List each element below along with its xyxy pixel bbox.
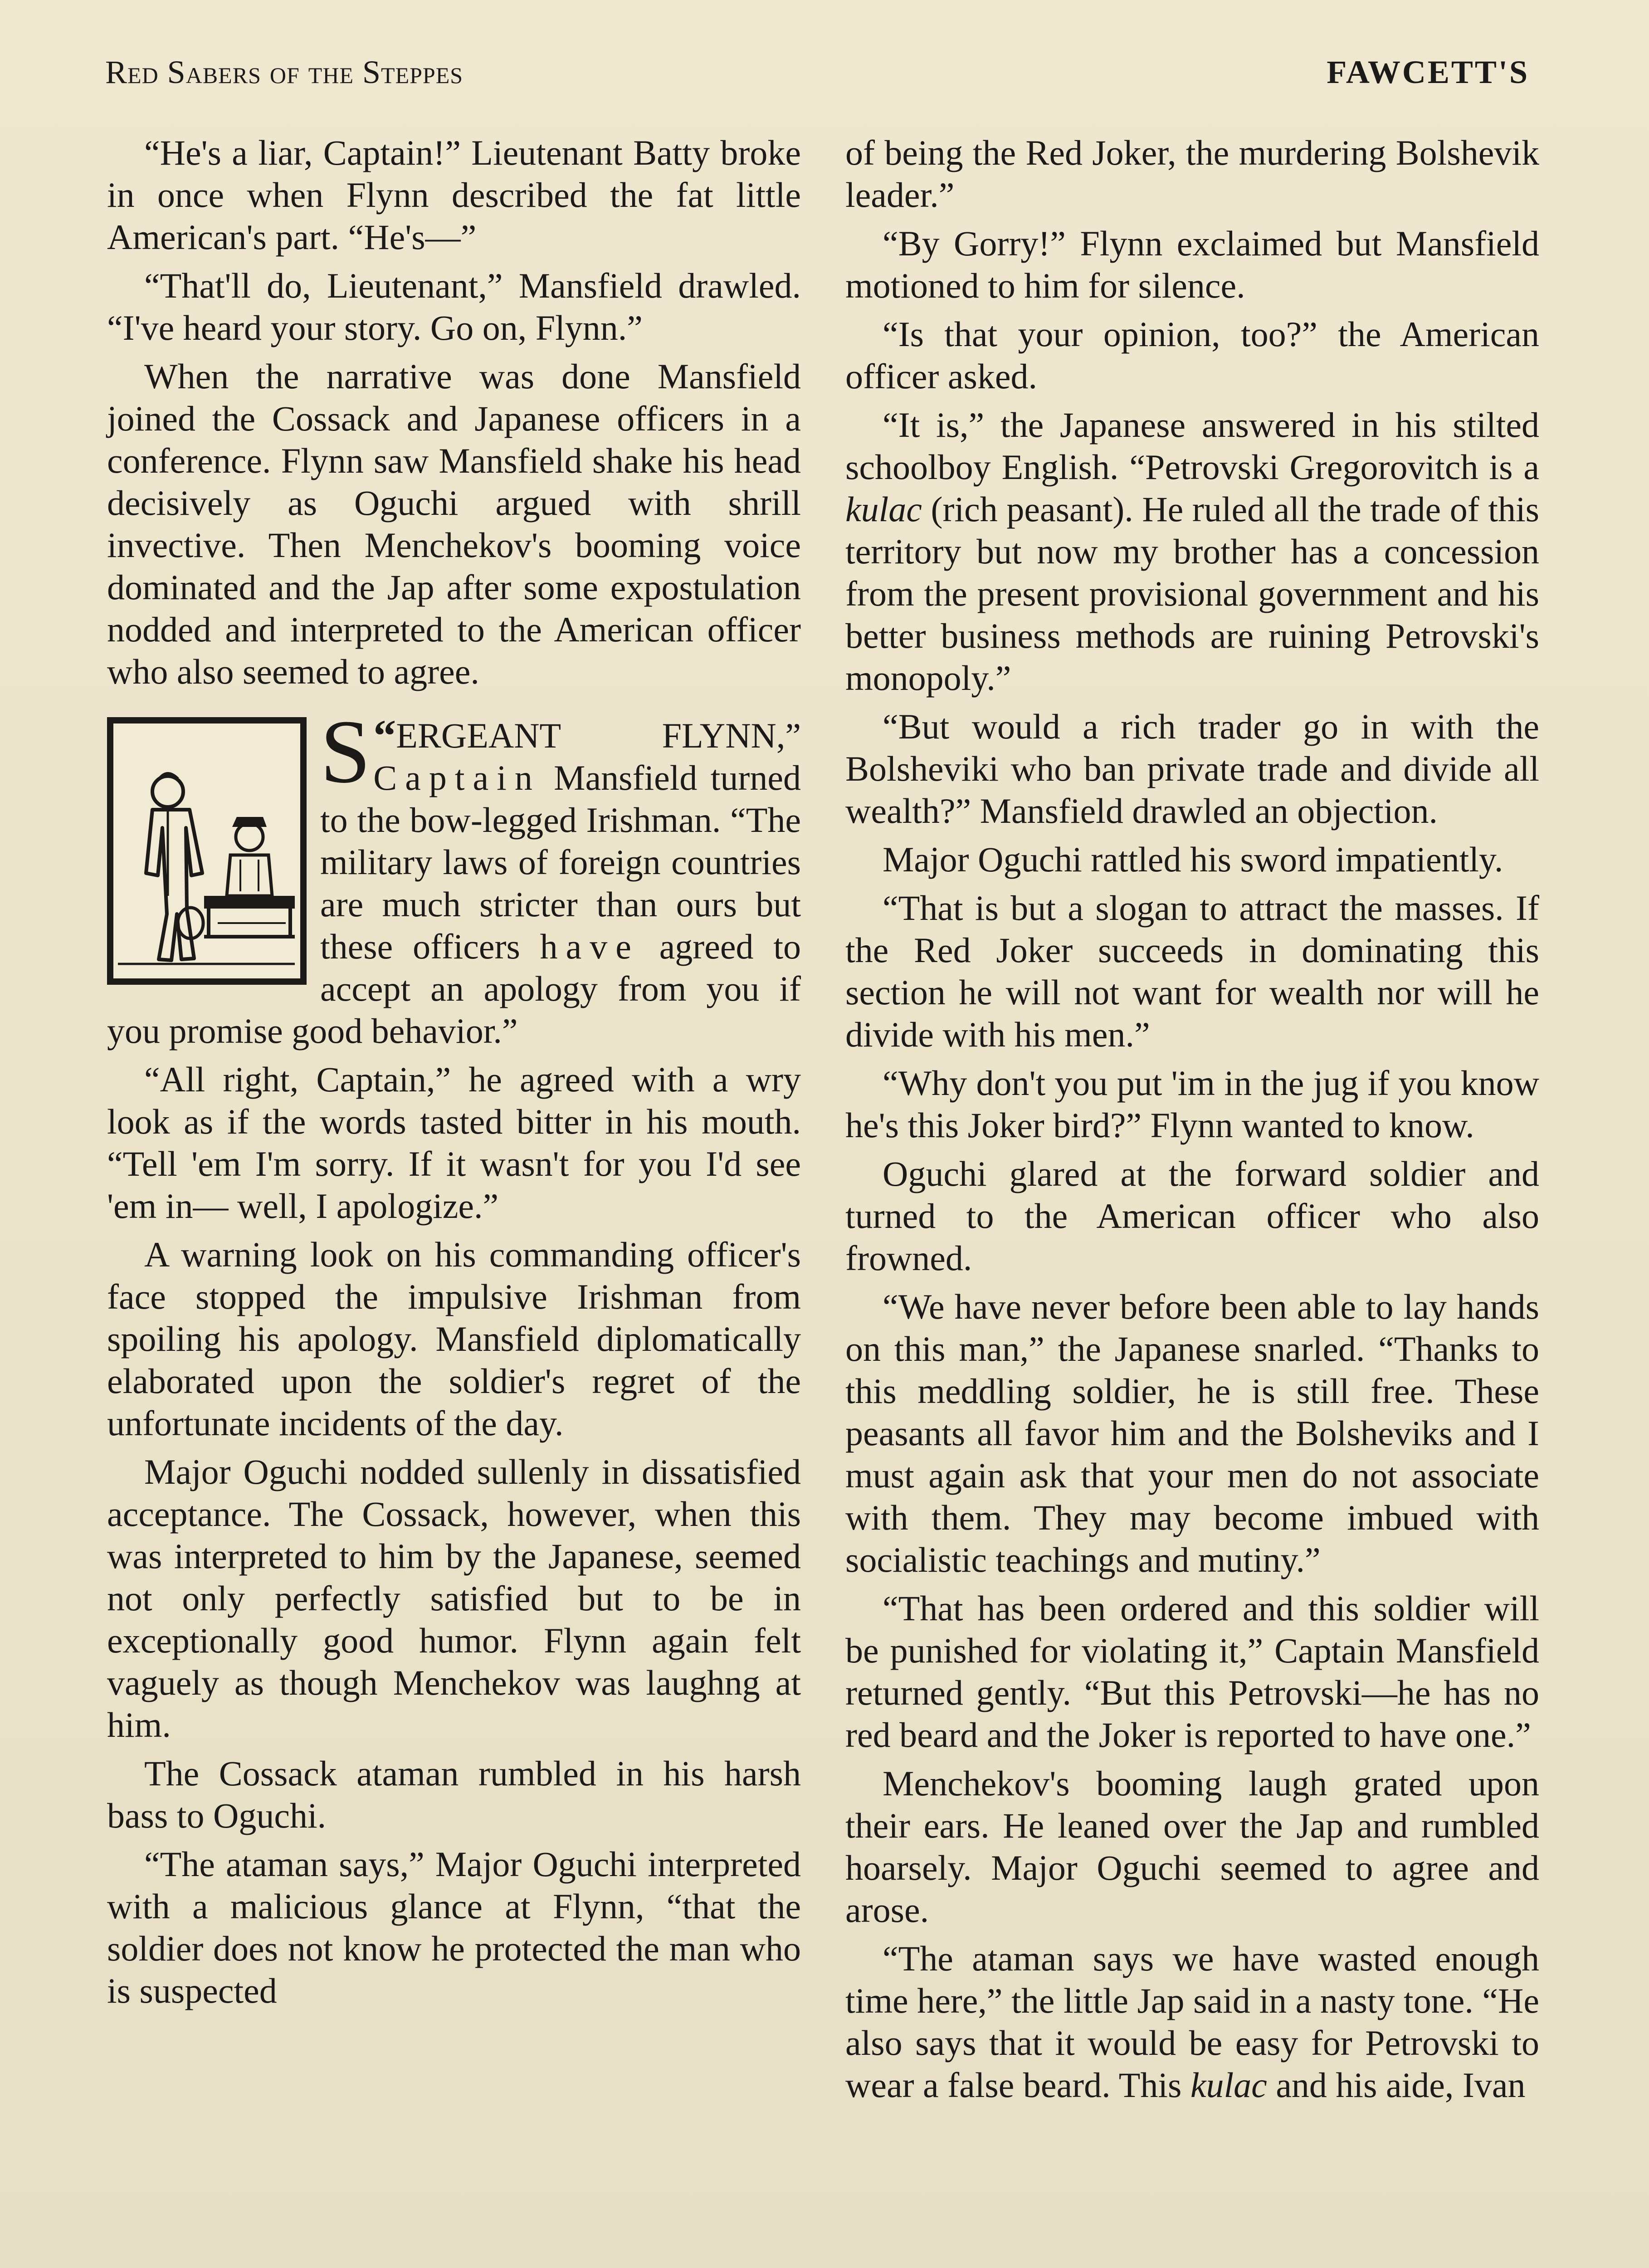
paragraph: Major Oguchi rattled his sword impatiently.: [883, 840, 1503, 879]
left-column: [107, 132, 801, 2018]
drop-cap-letter: S: [320, 702, 371, 802]
paragraph-text: “The ataman says we have wasted enough time here,” the little Jap said in a nasty tone. “He also says that it would be easy for Petrovski to wear a false beard. This: [845, 1939, 1539, 2105]
opening-spaced-word: Captain: [373, 758, 541, 797]
paragraph: [845, 404, 1539, 699]
paragraph: “We have never before been able to lay hands on this man,” the Japanese snarled. “Thanks to this meddling soldier, he is still free. These peasants all favor him and the Bolsheviks and I must again ask that your men do not associate with them. They may become imbued with socialistic teachings and mutiny.”: [845, 1287, 1539, 1579]
paragraph: “The ataman says,” Major Oguchi interpreted with a malicious glance at Flynn, “that the soldier does not know he protected the man who is suspected: [107, 1844, 801, 2010]
story-title: Red Sabers of the Steppes: [105, 54, 463, 90]
opening-text: agreed to accept an apology from you if you promise good behavior.”: [107, 927, 801, 1051]
paragraph: “By Gorry!” Flynn exclaimed but Mansfield motioned to him for silence.: [845, 224, 1539, 305]
paragraph: “That'll do, Lieutenant,” Mansfield drawled. “I've heard your story. Go on, Flynn.”: [107, 266, 801, 347]
illustration-soldier-and-officer: [107, 717, 307, 985]
paragraph: “But would a rich trader go in with the Bolsheviki who ban private trade and divide all wealth?” Mansfield drawled an objection.: [845, 707, 1539, 831]
paragraph-text: and his aide, Ivan: [1276, 2065, 1526, 2105]
paragraph: The Cossack ataman rumbled in his harsh bass to Oguchi.: [107, 1754, 801, 1835]
running-head: [105, 54, 1529, 94]
paragraph: “All right, Captain,” he agreed with a wry look as if the words tasted bitter in his mouth. “Tell 'em I'm sorry. If it wasn't for you I'd see 'em in— well, I apologize.”: [107, 1060, 801, 1226]
opening-text: ERGEANT FLYNN,”: [396, 716, 801, 755]
paragraph: Oguchi glared at the forward soldier and turned to the American officer who also frowned.: [845, 1154, 1539, 1278]
paragraph: When the narrative was done Mansfield joined the Cossack and Japanese officers in a conference. Flynn saw Mansfield shake his head decisively as Oguchi argued with shrill invective. Then Menchekov's booming voice dominated and the Jap after some expostulation nodded and interpreted to the American officer who also seemed to agree.: [107, 357, 801, 691]
italic-word: kulac: [1190, 2065, 1267, 2105]
soldier-and-officer-drawing: [113, 723, 300, 978]
opening-text: Mansfield turned to the bow-legged Irishman. “The military laws of foreign countries are much stricter than ours but these officers: [320, 758, 801, 966]
magazine-name: FAWCETT'S: [1327, 54, 1529, 90]
right-column: [845, 132, 1539, 2112]
paragraph: “He's a liar, Captain!” Lieutenant Batty broke in once when Flynn described the fat little American's part. “He's—”: [107, 133, 801, 257]
paragraph-text: (rich peasant). He ruled all the trade of this territory but now my brother has a concession from the present provisional government and his better business methods are ruining Petrovski's monopoly.”: [845, 489, 1540, 698]
paragraph: A warning look on his commanding officer's face stopped the impulsive Irishman from spoiling his apology. Mansfield diplomatically elaborated upon the soldier's regret of the unfortunate incidents of the day.: [107, 1235, 801, 1443]
section-opening: [107, 702, 801, 1058]
paragraph-text: “It is,” the Japanese answered in his stilted schoolboy English. “Petrovski Gregorovitch is a: [845, 405, 1539, 487]
paragraph: of being the Red Joker, the murdering Bolshevik leader.”: [845, 133, 1539, 215]
paragraph: “Why don't you put 'im in the jug if you know he's this Joker bird?” Flynn wanted to know.: [845, 1063, 1539, 1145]
paragraph: [845, 1937, 1539, 2106]
paragraph: Major Oguchi nodded sullenly in dissatisfied acceptance. The Cossack, however, when this was interpreted to him by the Japanese, seemed not only perfectly satisfied but to be in exceptionally good humor. Flynn again felt vaguely as though Menchekov was laughng at him.: [107, 1452, 801, 1745]
paragraph: Menchekov's booming laugh grated upon their ears. He leaned over the Jap and rumbled hoarsely. Major Oguchi seemed to agree and arose.: [845, 1764, 1539, 1930]
italic-word: kulac: [845, 489, 922, 529]
paragraph: “That is but a slogan to attract the masses. If the Red Joker succeeds in dominating this section he will not want for wealth nor will he divide with his men.”: [845, 888, 1539, 1054]
paragraph: “Is that your opinion, too?” the American officer asked.: [845, 314, 1539, 396]
opening-spaced-word: have: [540, 927, 639, 966]
paragraph: “That has been ordered and this soldier will be punished for violating it,” Captain Mansfield returned gently. “But this Petrovski—he has no red beard and the Joker is reported to have one.”: [845, 1589, 1539, 1755]
opening-quote-mark: “: [373, 710, 396, 761]
